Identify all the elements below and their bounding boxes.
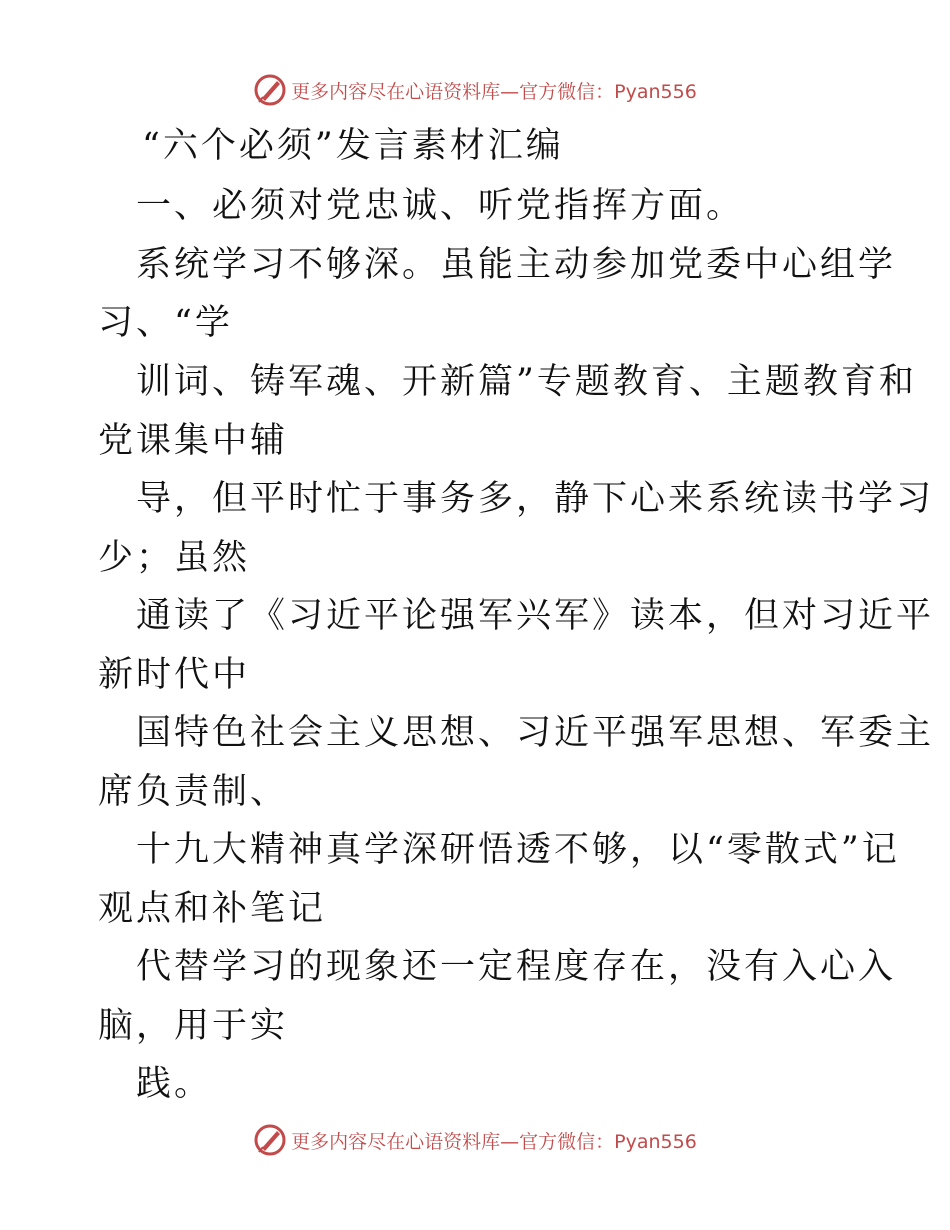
paragraph-line: 国特色社会主义思想、习近平强军思想、军委主: [136, 713, 935, 753]
footer-banner-text: 更多内容尽在心语资料库—官方微信：Pyan556: [291, 1130, 697, 1153]
paragraph-line: 系统学习不够深。虽能主动参加党委中心组学: [136, 245, 897, 285]
quill-pen-seal-icon: [253, 73, 287, 107]
footer-banner: [0, 1120, 950, 1160]
paragraph-line: 十九大精神真学深研悟透不够，以“零散式”记: [136, 830, 900, 870]
paragraph-line: 导，但平时忙于事务多，静下心来系统读书学习: [136, 479, 935, 519]
paragraph-line: 习、“学: [98, 303, 233, 343]
paragraph-line: 新时代中: [98, 655, 251, 695]
paragraph-line: 通读了《习近平论强军兴军》读本，但对习近平: [136, 596, 935, 636]
header-banner-text: 更多内容尽在心语资料库—官方微信：Pyan556: [291, 80, 697, 103]
paragraph-line: 训词、铸军魂、开新篇”专题教育、主题教育和: [136, 362, 917, 402]
paragraph-line: 观点和补笔记: [98, 889, 327, 929]
paragraph-line: 践。: [136, 1064, 213, 1104]
paragraph-line: 代替学习的现象还一定程度存在，没有入心入: [136, 947, 897, 987]
quill-pen-seal-icon: [253, 1123, 287, 1157]
header-banner: [0, 70, 950, 110]
paragraph-line: 席负责制、: [98, 772, 289, 812]
paragraph-line: 脑，用于实: [98, 1006, 289, 1046]
section-heading: 一、必须对党忠诚、听党指挥方面。: [136, 186, 745, 226]
paragraph-line: 党课集中辅: [98, 421, 289, 461]
paragraph-line: 少；虽然: [98, 538, 251, 578]
document-title: “六个必须”发言素材汇编: [142, 126, 564, 166]
